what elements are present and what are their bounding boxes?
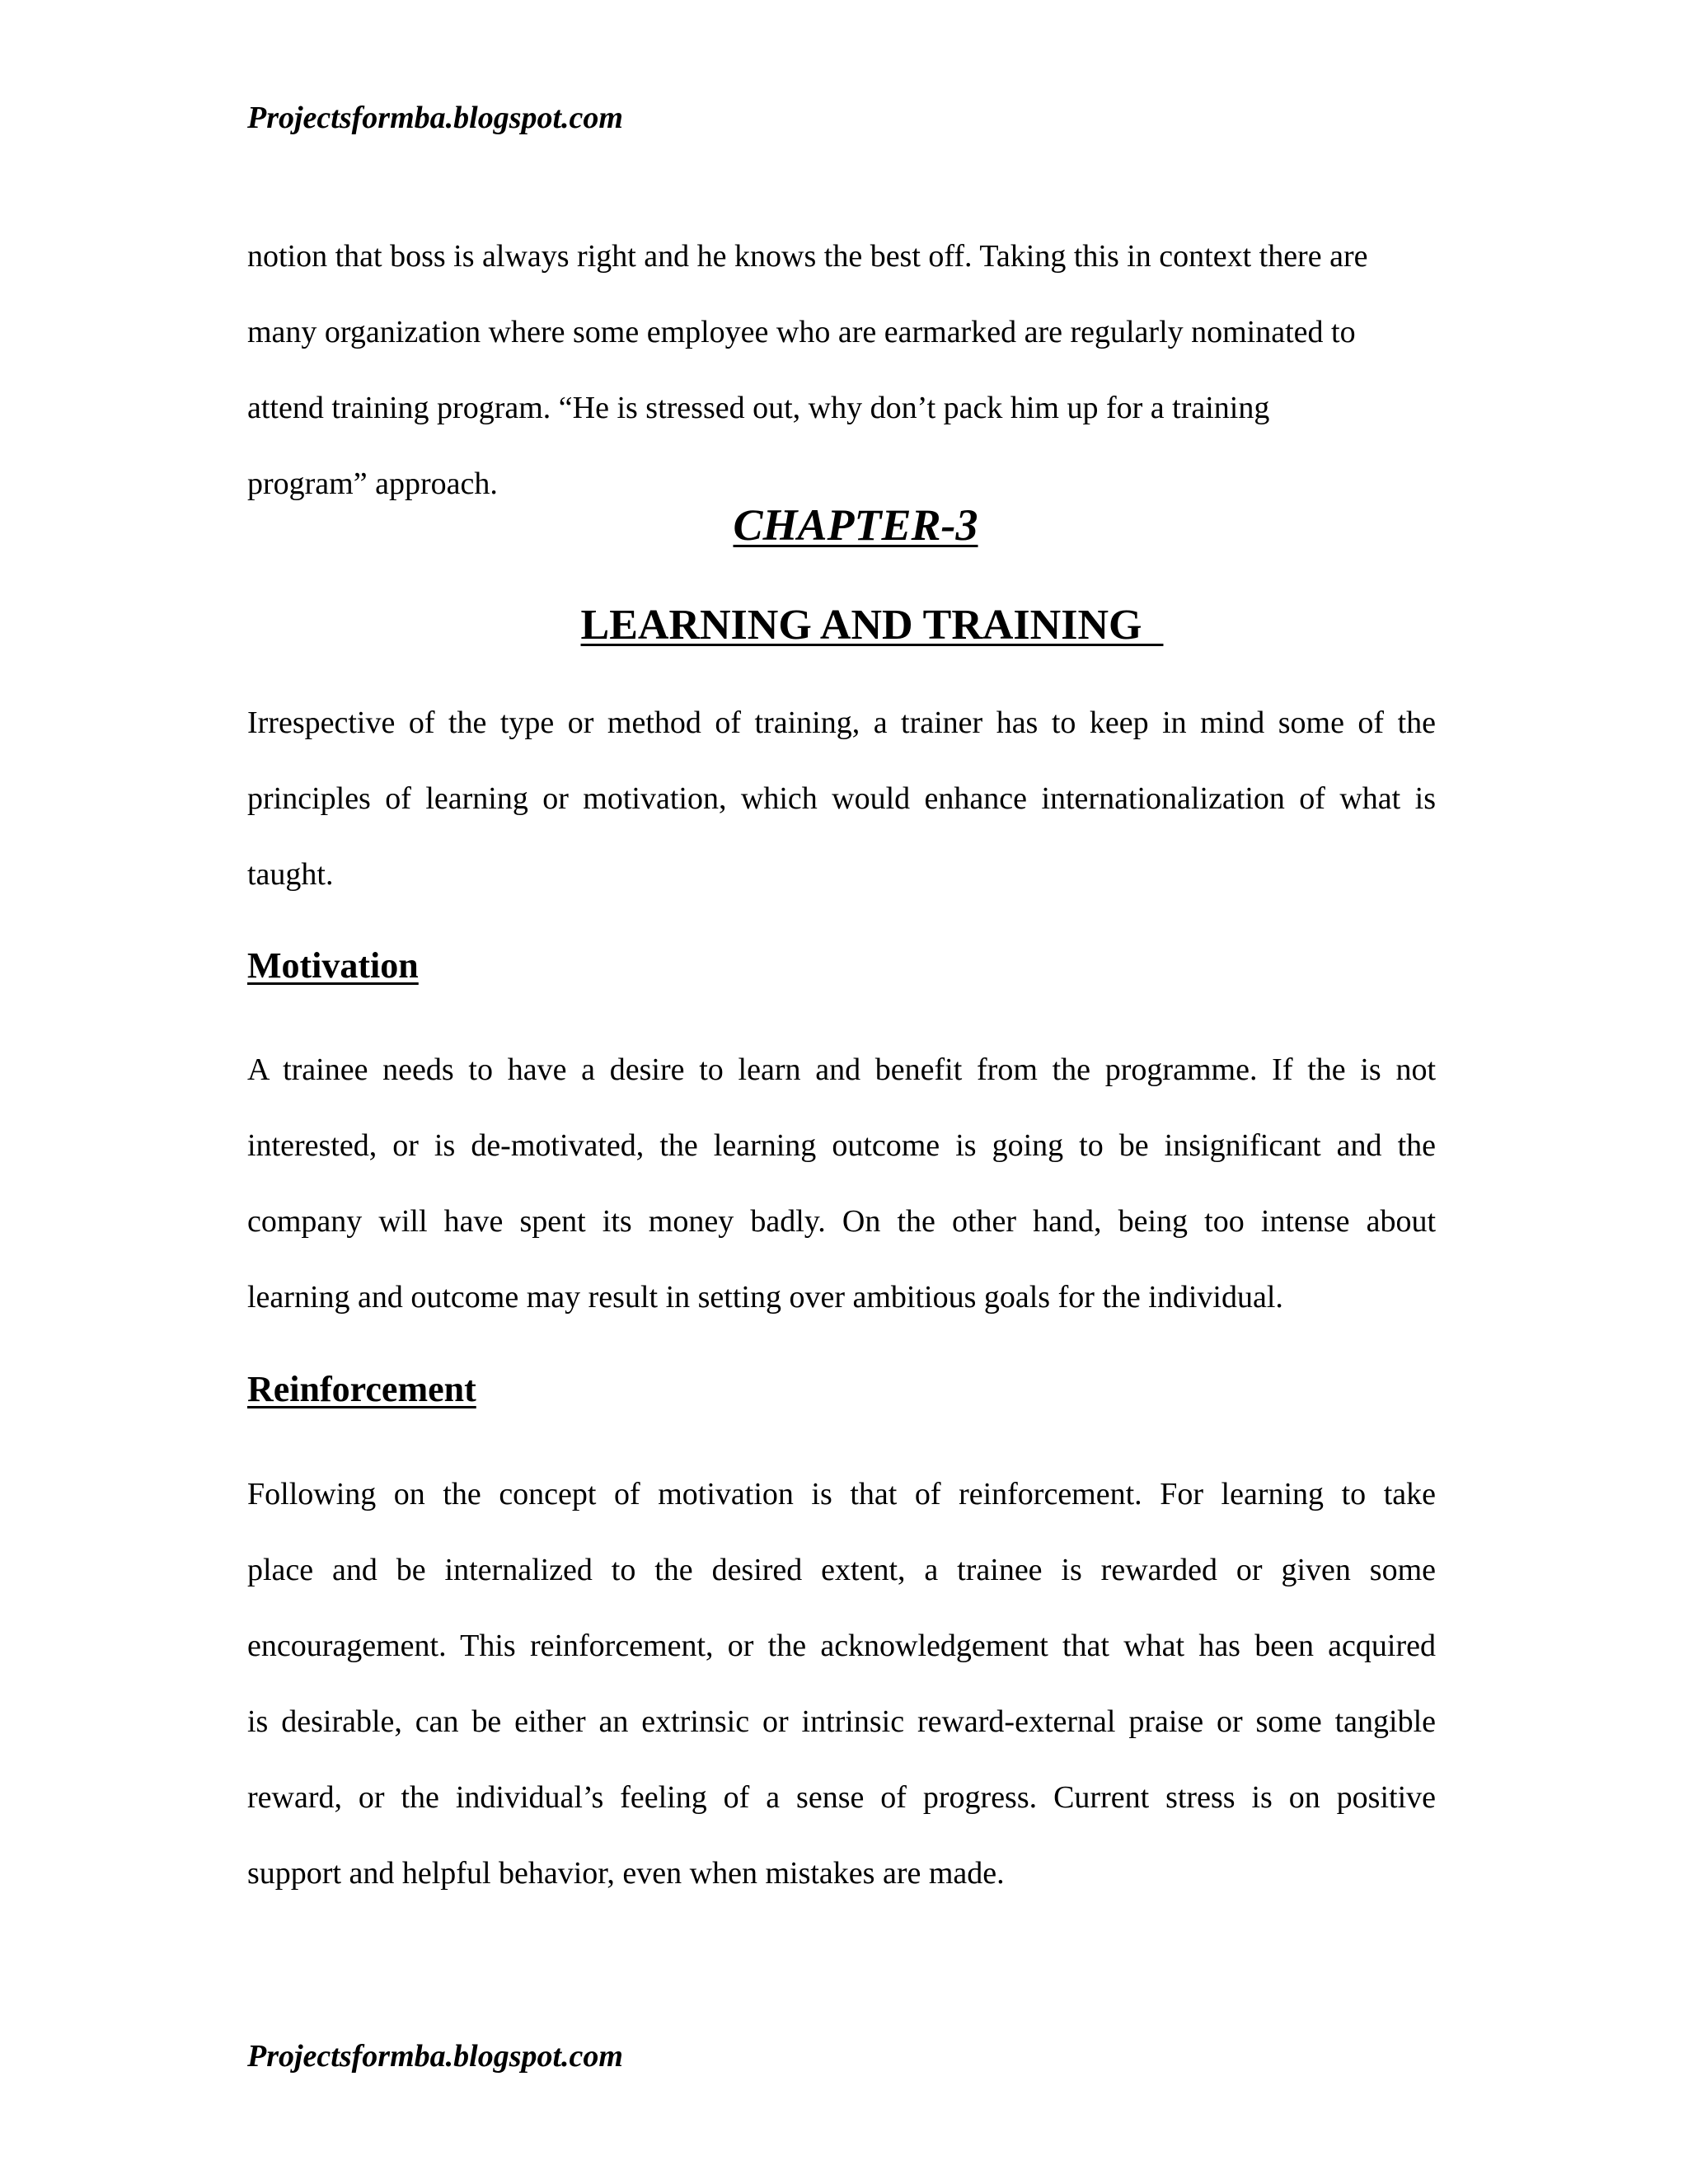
intro-paragraph <box>247 218 1436 522</box>
section-heading-motivation: Motivation <box>247 945 419 986</box>
page-header: Projectsformba.blogspot.com <box>247 101 623 135</box>
text-line: many organization where some employee who are earmarked are regularly nominated to <box>247 315 1356 349</box>
motivation-paragraph <box>247 1032 1436 1335</box>
text-line: taught. <box>247 857 334 892</box>
text-line: is desirable, can be either an extrinsic or intrinsic reward-external praise or some tangible <box>247 1704 1436 1739</box>
text-line: Following on the concept of motivation is that of reinforcement. For learning to take <box>247 1477 1436 1511</box>
text-line: notion that boss is always right and he knows the best off. Taking this in context there are <box>247 239 1368 274</box>
chapter-intro-paragraph <box>247 685 1436 912</box>
text-line: encouragement. This reinforcement, or the acknowledgement that what has been acquired <box>247 1629 1436 1663</box>
page-footer: Projectsformba.blogspot.com <box>247 2039 623 2074</box>
text-line: program” approach. <box>247 466 498 501</box>
reinforcement-paragraph <box>247 1456 1436 1911</box>
text-line: support and helpful behavior, even when mistakes are made. <box>247 1856 1005 1891</box>
chapter-number: CHAPTER-3 <box>733 500 978 550</box>
section-heading-reinforcement: Reinforcement <box>247 1369 476 1409</box>
text-line: principles of learning or motivation, which would enhance internationalization of what is <box>247 781 1436 816</box>
text-line: attend training program. “He is stressed out, why don’t pack him up for a training <box>247 391 1270 425</box>
text-line: Irrespective of the type or method of training, a trainer has to keep in mind some of the <box>247 705 1436 740</box>
text-line: A trainee needs to have a desire to learn and benefit from the programme. If the is not <box>247 1052 1436 1087</box>
text-line: company will have spent its money badly. On the other hand, being too intense about <box>247 1204 1436 1239</box>
text-line: reward, or the individual’s feeling of a sense of progress. Current stress is on positive <box>247 1780 1436 1815</box>
chapter-title: LEARNING AND TRAINING <box>580 602 1164 649</box>
text-line: interested, or is de-motivated, the learning outcome is going to be insignificant and the <box>247 1128 1436 1163</box>
text-line: learning and outcome may result in setting over ambitious goals for the individual. <box>247 1280 1283 1315</box>
text-line: place and be internalized to the desired extent, a trainee is rewarded or given some <box>247 1553 1436 1587</box>
